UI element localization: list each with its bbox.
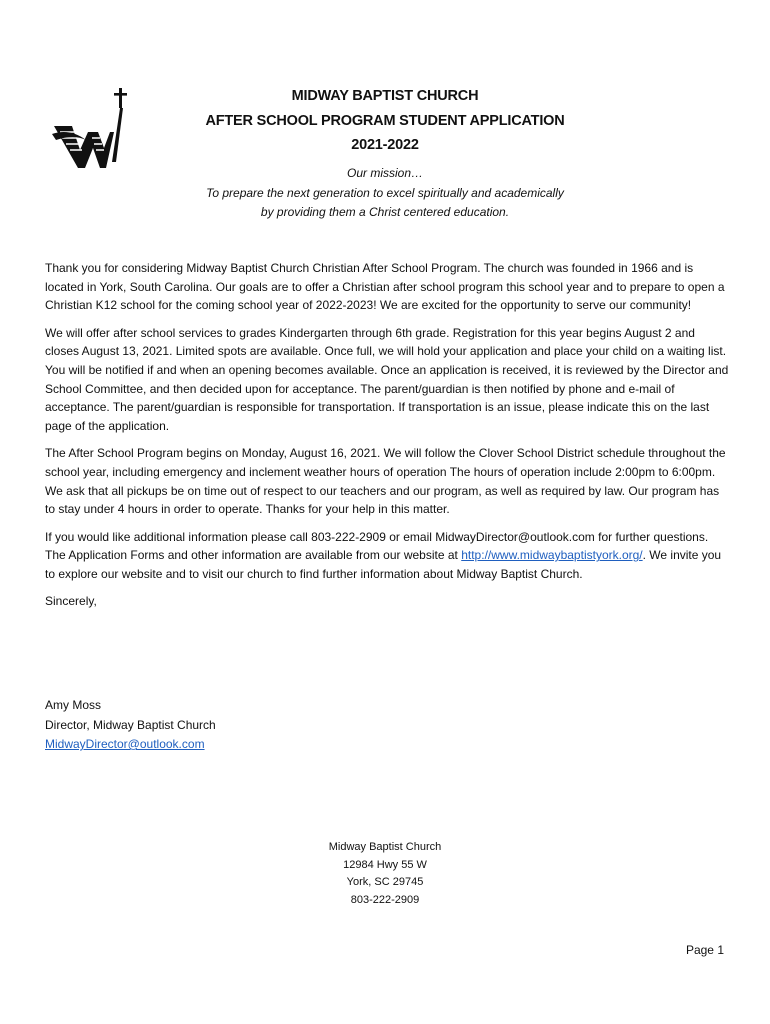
- contact-text-1: If you would like additional information please call 803-222-2909 or email MidwayDirector@outlook.com for further questions. The Application Forms and other information are available from our website at: [45, 529, 709, 563]
- document-header: [0, 84, 770, 158]
- church-name-heading: MIDWAY BAPTIST CHURCH: [291, 88, 479, 104]
- address-phone: 803-222-2909: [350, 893, 420, 906]
- church-address: [0, 839, 770, 909]
- address-street: 12984 Hwy 55 W: [343, 858, 427, 871]
- mission-line-1: Our mission…: [346, 166, 423, 180]
- address-name: Midway Baptist Church: [328, 841, 442, 853]
- intro-paragraph: Thank you for considering Midway Baptist Church Christian After School Program. The church was founded in 1966 and is located in York, South Carolina. Our goals are to offer a Christian after school program this school year and to prepare to open a Christian K12 school for the coming school year of 2022-2023! We are excited for the opportunity to serve our community!: [45, 261, 725, 313]
- letter-body: [45, 259, 730, 619]
- contact-paragraph: [45, 528, 730, 584]
- schedule-paragraph: The After School Program begins on Monday, August 16, 2021. We will follow the Clover School District schedule throughout the school year, including emergency and inclement weather hours of operation The hours of operation include 2:00pm to 6:00pm. We ask that all pickups be on time out of respect to our teachers and our program, as well as required by law. Our program has to stay under 4 hours in order to operate. Thanks for your help in this matter.: [45, 446, 726, 517]
- signer-name: Amy Moss: [45, 698, 102, 712]
- page-number: Page 1: [685, 943, 724, 957]
- registration-paragraph: We will offer after school services to grades Kindergarten through 6th grade. Registration for this year begins August 2 and closes August 13, 2021. Limited spots are available. Once full, we will hold your application and place your child on a waiting list. You will be notified if and when an opening becomes available. Once an application is received, it is reviewed by the Director and School Committee, and then decided upon for acceptance. The parent/guardian is then notified by phone and e-mail of acceptance. The parent/guardian is responsible for transportation. If transportation is an issue, please indicate this on the last page of the application.: [45, 325, 729, 434]
- school-year-heading: 2021-2022: [351, 137, 419, 153]
- address-city: York, SC 29745: [346, 876, 424, 888]
- signature-block: [45, 696, 216, 755]
- mission-line-2: To prepare the next generation to excel spiritually and academically: [206, 185, 564, 200]
- signer-title: Director, Midway Baptist Church: [45, 717, 216, 732]
- contact-text-2: . We invite you to explore our website and to visit our church to find further information about Midway Baptist Church.: [45, 548, 722, 582]
- program-title-heading: AFTER SCHOOL PROGRAM STUDENT APPLICATION: [205, 112, 565, 129]
- director-email-link[interactable]: MidwayDirector@outlook.com: [45, 737, 205, 751]
- mission-statement: [0, 164, 770, 223]
- mission-line-3: by providing them a Christ centered education.: [260, 205, 510, 219]
- website-link[interactable]: http://www.midwaybaptistyork.org/: [461, 548, 643, 563]
- closing-salutation: Sincerely,: [45, 594, 97, 609]
